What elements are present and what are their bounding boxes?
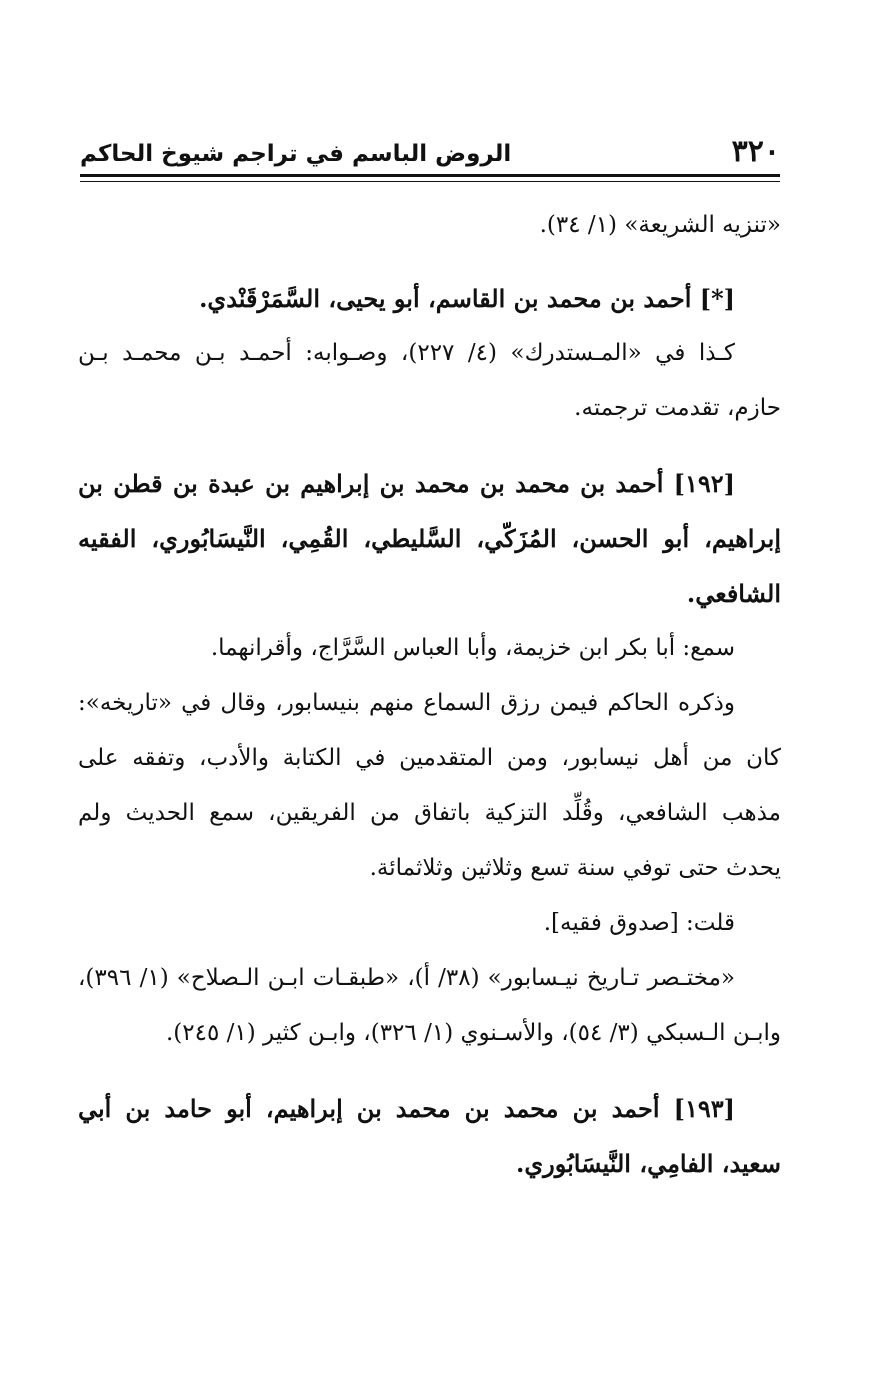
- page-body: [78, 198, 781, 1191]
- header-rule-thick: [80, 174, 780, 177]
- entry-192-verdict: قلت: [صدوق فقيه].: [543, 910, 735, 936]
- entry-heading-193: [١٩٣] أحمد بن محمد بن محمد بن إبراهيم، أبو حامد بن أبي سعيد، الفامِي، النَّيسَابُوري.: [78, 1094, 781, 1178]
- reference-continuation: «تنزيه الشريعة» (١/ ٣٤).: [539, 212, 781, 238]
- spacer: [78, 1061, 781, 1081]
- entry-heading-192: [١٩٢] أحمد بن محمد بن محمد بن إبراهيم بن عبدة بن قطن بن إبراهيم، أبو الحسن، المُزَكّي، السَّليطي، القُمِي، النَّيسَابُوري، الفقيه الشافعي.: [78, 469, 781, 608]
- entry-192-teachers: سمع: أبا بكر ابن خزيمة، وأبا العباس السَّرَّاج، وأقرانهما.: [210, 635, 735, 661]
- spacer: [78, 253, 781, 271]
- entry-192-biography: وذكره الحاكم فيمن رزق السماع منهم بنيسابور، وقال في «تاريخه»: كان من أهل نيسابور، ومن المتقدمين في الكتابة والأدب، وتفقه على مذهب الشافعي، وقُلِّد التزكية باتفاق من الفريقين، سمع الحديث ولم يحدث حتى توفي سنة تسع وثلاثين وثلاثمائة.: [78, 690, 781, 881]
- entry-heading-star: [*] أحمد بن محمد بن القاسم، أبو يحيى، السَّمَرْقَنْدي.: [199, 284, 735, 313]
- spacer: [78, 436, 781, 456]
- running-title: الروض الباسم في تراجم شيوخ الحاكم: [80, 141, 512, 167]
- page-header: [80, 132, 780, 172]
- entry-note: كـذا في «المـستدرك» (٤/ ٢٢٧)، وصـوابه: أحمـد بـن محمـد بـن حازم، تقدمت ترجمته.: [78, 340, 781, 421]
- header-rule-thin: [80, 181, 780, 182]
- entry-192-sources: «مختـصر تـاريخ نيـسابور» (٣٨/ أ)، «طبقـات ابـن الـصلاح» (١/ ٣٩٦)، وابـن الـسبكي (٣/ ٥٤)، والأسـنوي (١/ ٣٢٦)، وابـن كثير (١/ ٢٤٥).: [78, 965, 781, 1046]
- page-number: ٣٢٠: [731, 134, 780, 169]
